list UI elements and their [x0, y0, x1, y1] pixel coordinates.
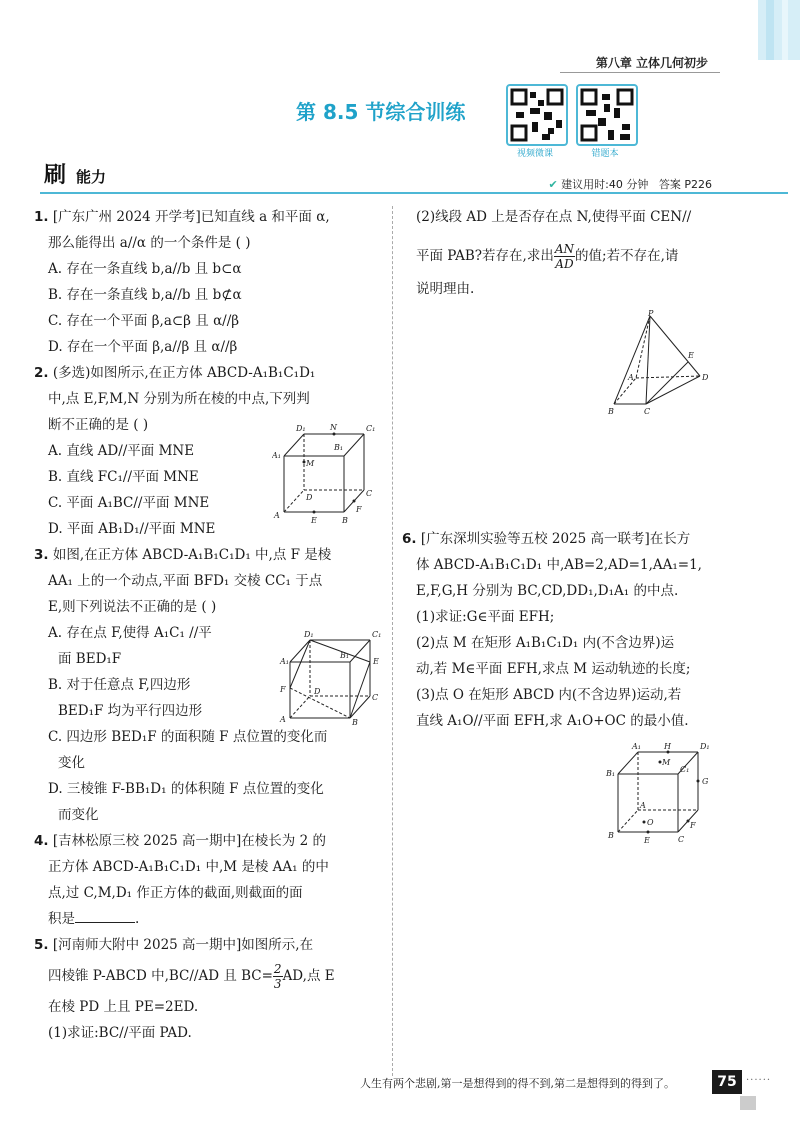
question-text: 点,过 C,M,D₁ 作正方体的截面,则截面的面 [48, 885, 303, 901]
svg-text:H: H [664, 742, 671, 751]
svg-text:B: B [608, 407, 614, 416]
answer-ref: 答案 P226 [658, 178, 712, 191]
option: A. 存在点 F,使得 A₁C₁ //平 [48, 625, 212, 641]
svg-text:A: A [628, 373, 634, 382]
right-column [402, 204, 772, 302]
svg-text:B₁: B₁ [334, 443, 344, 452]
svg-text:C₁: C₁ [372, 630, 382, 639]
svg-text:O: O [647, 818, 654, 827]
option: A. 存在一条直线 b,a//b 且 b⊂α [48, 261, 242, 277]
question-text: 正方体 ABCD-A₁B₁C₁D₁ 中,M 是棱 AA₁ 的中 [48, 859, 329, 875]
column-divider [392, 206, 393, 1076]
question-text: 如图,在正方体 ABCD-A₁B₁C₁D₁ 中,点 F 是棱 [52, 547, 332, 563]
svg-text:B₁: B₁ [340, 651, 350, 660]
option: B. 直线 FC₁//平面 MNE [48, 469, 199, 485]
question-text: 的值;若不存在,请 [575, 248, 679, 264]
svg-text:F: F [280, 685, 286, 694]
svg-text:E: E [311, 516, 317, 525]
svg-text:A: A [640, 801, 646, 810]
box-figure-q6 [604, 740, 716, 846]
question-text: (3)点 O 在矩形 ABCD 内(不含边界)运动,若 [416, 687, 682, 703]
cube-figure-q2 [272, 420, 382, 528]
question-text: [河南师大附中 2025 高一期中]如图所示,在 [52, 937, 314, 953]
question-text: 体 ABCD-A₁B₁C₁D₁ 中,AB=2,AD=1,AA₁=1, [416, 557, 702, 573]
corner-decoration [758, 0, 800, 60]
svg-text:F: F [690, 821, 696, 830]
question-text: [广东广州 2024 开学考]已知直线 a 和平面 α, [52, 209, 330, 225]
option: B. 存在一条直线 b,a//b 且 b⊄α [48, 287, 242, 303]
option: B. 对于任意点 F,四边形 [48, 677, 191, 693]
fraction-two-thirds: $\frac{2}{3}$ [273, 962, 282, 991]
svg-text:A₁: A₁ [632, 742, 641, 751]
option: C. 存在一个平面 β,a⊂β 且 α//β [48, 313, 240, 329]
svg-text:M: M [662, 758, 671, 767]
question-text: E,F,G,H 分别为 BC,CD,DD₁,D₁A₁ 的中点. [416, 583, 679, 599]
svg-text:D: D [314, 687, 321, 696]
question-text: (多选)如图所示,在正方体 ABCD-A₁B₁C₁D₁ [52, 365, 316, 381]
svg-text:D₁: D₁ [304, 630, 314, 639]
question-number: 6. [402, 531, 417, 547]
question-text: [广东深圳实验等五校 2025 高一联考]在长方 [420, 531, 691, 547]
svg-text:E: E [644, 836, 650, 845]
svg-text:C₁: C₁ [680, 765, 690, 774]
question-text: 那么能得出 a//α 的一个条件是 ( ) [48, 235, 251, 251]
svg-text:D₁: D₁ [700, 742, 710, 751]
question-text: 动,若 M∈平面 EFH,求点 M 运动轨迹的长度; [416, 661, 691, 677]
question-number: 5. [34, 937, 49, 953]
answer-blank [75, 922, 135, 923]
section-title: 第 8.5 节综合训练 [296, 100, 466, 124]
brush-rule [40, 192, 788, 194]
question-text: 中,点 E,F,M,N 分别为所在棱的中点,下列判 [48, 391, 310, 407]
svg-text:A₁: A₁ [272, 451, 281, 460]
option: D. 存在一个平面 β,a//β 且 α//β [48, 339, 238, 355]
svg-text:E: E [373, 657, 379, 666]
question-text: [吉林松原三校 2025 高一期中]在棱长为 2 的 [52, 833, 326, 849]
question-text: 四棱锥 P-ABCD 中,BC//AD 且 BC= [48, 968, 273, 984]
option: 而变化 [58, 807, 99, 823]
pyramid-figure-q5 [604, 308, 716, 418]
question-text: (2)点 M 在矩形 A₁B₁C₁D₁ 内(不含边界)运 [416, 635, 675, 651]
option: A. 直线 AD//平面 MNE [48, 443, 195, 459]
check-icon: ✔ [548, 178, 558, 191]
option: C. 平面 A₁BC//平面 MNE [48, 495, 210, 511]
qr-code-mistakes[interactable] [576, 84, 638, 146]
option: 变化 [58, 755, 85, 771]
left-column: 1. [广东广州 2024 开学考]已知直线 a 和平面 α, 那么能得出 a//α 的一个条件是 ( ) A. 存在一条直线 b,a//b 且 b⊂α B. 存在一条直线 b,a//b 且 b⊄α C. 存在一个平面 β,a⊂β 且 α//β D. 存在一个平面 β,a//β 且 α//β 2. (多选)如图所示,在正方体 ABCD-A₁B₁C₁D₁ 中,点 E,F,M,N 分别为所在棱的中点,下列判 断不正确的是 ( ) A. 直线 AD//平面 MNE B. 直线 FC₁//平面 MNE C. 平面 A₁BC//平面 MNE D. 平面 AB₁D₁//平面 MNE 3. 如图,在正方体 ABCD-A₁B₁C₁D₁ 中,点 F 是棱 AA₁ 上的一个动点,平面 BFD₁ 交棱 CC₁ 于点 E,则下列说法不正确的是 ( ) A. 存在点 F,使得 A₁C₁ //平 面 BED₁F B. 对于任意点 F,四边形 BED₁F 均为平行四边形 C. 四边形 BED₁F 的面积随 F 点位置的变化而 变化 D. 三棱锥 F-BB₁D₁ 的体积随 F 点位置的变化 而变化 4. [吉林松原三校 2025 高一期中]在棱长为 2 的 正方体 ABCD-A₁B₁C₁D₁ 中,M 是棱 AA₁ 的中 点,过 C,M,D₁ 作正方体的截面,则截面的面 积是 . 5. [河南师大附中 2025 高一期中]如图所示,在 四棱锥 P-ABCD 中,BC//AD 且 BC= $\frac{2}{3}$ AD,点 E 在棱 PD 上且 PE=2ED. (1)求证:BC//平面 PAD. [34, 204, 384, 1046]
option: D. 平面 AB₁D₁//平面 MNE [48, 521, 216, 537]
option: BED₁F 均为平行四边形 [58, 703, 203, 719]
svg-text:C: C [678, 835, 685, 844]
page-dots: ...... [746, 1072, 772, 1083]
cube-figure-q3 [278, 628, 384, 726]
svg-text:C: C [644, 407, 651, 416]
time-bar [548, 176, 712, 192]
question-text: 直线 A₁O//平面 EFH,求 A₁O+OC 的最小值. [416, 713, 689, 729]
svg-text:E: E [688, 351, 694, 360]
right-column-q6 [402, 526, 772, 734]
qr-code-video[interactable] [506, 84, 568, 146]
svg-text:D: D [306, 493, 313, 502]
question-text: AA₁ 上的一个动点,平面 BFD₁ 交棱 CC₁ 于点 [48, 573, 323, 589]
svg-text:F: F [356, 505, 362, 514]
svg-text:D: D [702, 373, 709, 382]
svg-text:A: A [280, 715, 286, 724]
question-text: 在棱 PD 上且 PE=2ED. [48, 999, 199, 1015]
brush-char: 刷 [44, 163, 67, 188]
page-number: 75 [712, 1070, 742, 1094]
svg-text:N: N [330, 423, 337, 432]
brush-label: 能力 [76, 168, 107, 186]
question-number: 1. [34, 209, 49, 225]
svg-text:B₁: B₁ [606, 769, 616, 778]
qr-label-mistakes: 错题本 [591, 149, 619, 159]
svg-text:B: B [608, 831, 614, 840]
question-text: 平面 PAB?若存在,求出 [416, 248, 554, 264]
question-text: (2)线段 AD 上是否存在点 N,使得平面 CEN// [416, 209, 692, 225]
header-rule [560, 72, 720, 73]
question-text: AD,点 E [282, 968, 335, 984]
svg-text:D₁: D₁ [296, 424, 306, 433]
svg-text:P: P [648, 309, 654, 318]
question-text: (1)求证:G∈平面 EFH; [416, 609, 555, 625]
svg-text:A: A [274, 511, 280, 520]
question-number: 3. [34, 547, 49, 563]
svg-text:B: B [342, 516, 348, 525]
question-text: 积是 [48, 911, 75, 927]
qr-label-video: 视频微课 [516, 149, 553, 159]
page-corner-block [740, 1096, 756, 1110]
question-number: 4. [34, 833, 49, 849]
svg-text:A₁: A₁ [280, 657, 289, 666]
question-text: E,则下列说法不正确的是 ( ) [48, 599, 217, 615]
chapter-header: 第八章 立体几何初步 [595, 56, 708, 70]
option: 面 BED₁F [58, 651, 122, 667]
suggested-time: 建议用时:40 分钟 [561, 178, 649, 191]
svg-text:C: C [366, 489, 373, 498]
svg-text:B: B [352, 718, 358, 726]
footer-quote: 人生有两个悲剧,第一是想得到的得不到,第二是想得到的得到了。 [360, 1077, 675, 1090]
option: C. 四边形 BED₁F 的面积随 F 点位置的变化而 [48, 729, 328, 745]
question-text: (1)求证:BC//平面 PAD. [48, 1025, 192, 1041]
option: D. 三棱锥 F-BB₁D₁ 的体积随 F 点位置的变化 [48, 781, 324, 797]
question-text: 说明理由. [416, 281, 475, 297]
svg-text:C: C [372, 693, 379, 702]
svg-text:G: G [702, 777, 709, 786]
question-text: 断不正确的是 ( ) [48, 417, 149, 433]
svg-text:M: M [306, 459, 315, 468]
fraction-an-ad: $\frac{AN}{AD}$ [554, 242, 575, 271]
question-number: 2. [34, 365, 49, 381]
svg-text:C₁: C₁ [366, 424, 376, 433]
